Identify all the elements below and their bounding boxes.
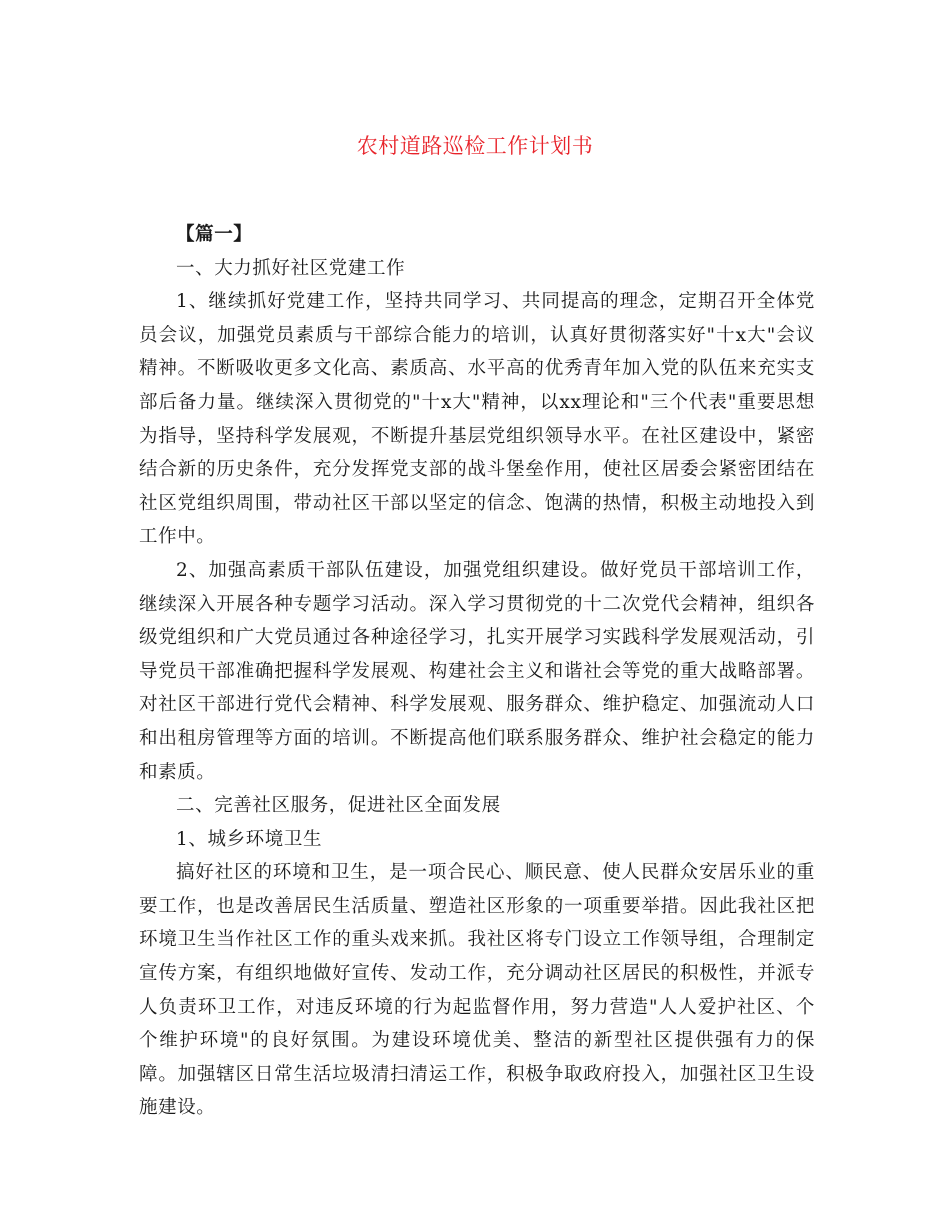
- subsection-heading-1: 1、城乡环境卫生: [176, 828, 323, 850]
- paragraph-2: 2、加强高素质干部队伍建设，加强党组织建设。做好党员干部培训工作，继续深入开展各种专题学习活动。深入学习贯彻党的十二次党代会精神，组织各级党组织和广大党员通过各种途径学习，扎实开展学习实践科学发展观活动，引导党员干部准确把握科学发展观、构建社会主义和谐社会等党的重大战略部署。对社区干部进行党代会精神、科学发展观、服务群众、维护稳定、加强流动人口和出租房管理等方面的培训。不断提高他们联系服务群众、维护社会稳定的能力和素质。: [139, 559, 815, 783]
- section-marker: 【篇一】: [176, 224, 253, 245]
- section-heading-1: 一、大力抓好社区党建工作: [176, 257, 406, 279]
- document-title: 农村道路巡检工作计划书: [356, 134, 594, 158]
- paragraph-3: 搞好社区的环境和卫生，是一项合民心、顺民意、使人民群众安居乐业的重要工作，也是改善居民生活质量、塑造社区形象的一项重要举措。因此我社区把环境卫生当作社区工作的重头戏来抓。我社区将专门设立工作领导组，合理制定宣传方案，有组织地做好宣传、发动工作，充分调动社区居民的积极性，并派专人负责环卫工作，对违反环境的行为起监督作用，努力营造"人人爱护社区、个个维护环境"的良好氛围。为建设环境优美、整洁的新型社区提供强有力的保障。加强辖区日常生活垃圾清扫清运工作，积极争取政府投入，加强社区卫生设施建设。: [139, 862, 815, 1119]
- document-body: [139, 218, 815, 1125]
- section-heading-2: 二、完善社区服务，促进社区全面发展: [176, 795, 501, 817]
- paragraph-1: 1、继续抓好党建工作，坚持共同学习、共同提高的理念，定期召开全体党员会议，加强党员素质与干部综合能力的培训，认真好贯彻落实好"十x大"会议精神。不断吸收更多文化高、素质高、水平高的优秀青年加入党的队伍来充实支部后备力量。继续深入贯彻党的"十x大"精神，以xx理论和"三个代表"重要思想为指导，坚持科学发展观，不断提升基层党组织领导水平。在社区建设中，紧密结合新的历史条件，充分发挥党支部的战斗堡垒作用，使社区居委会紧密团结在社区党组织周围，带动社区干部以坚定的信念、饱满的热情，积极主动地投入到工作中。: [139, 291, 815, 548]
